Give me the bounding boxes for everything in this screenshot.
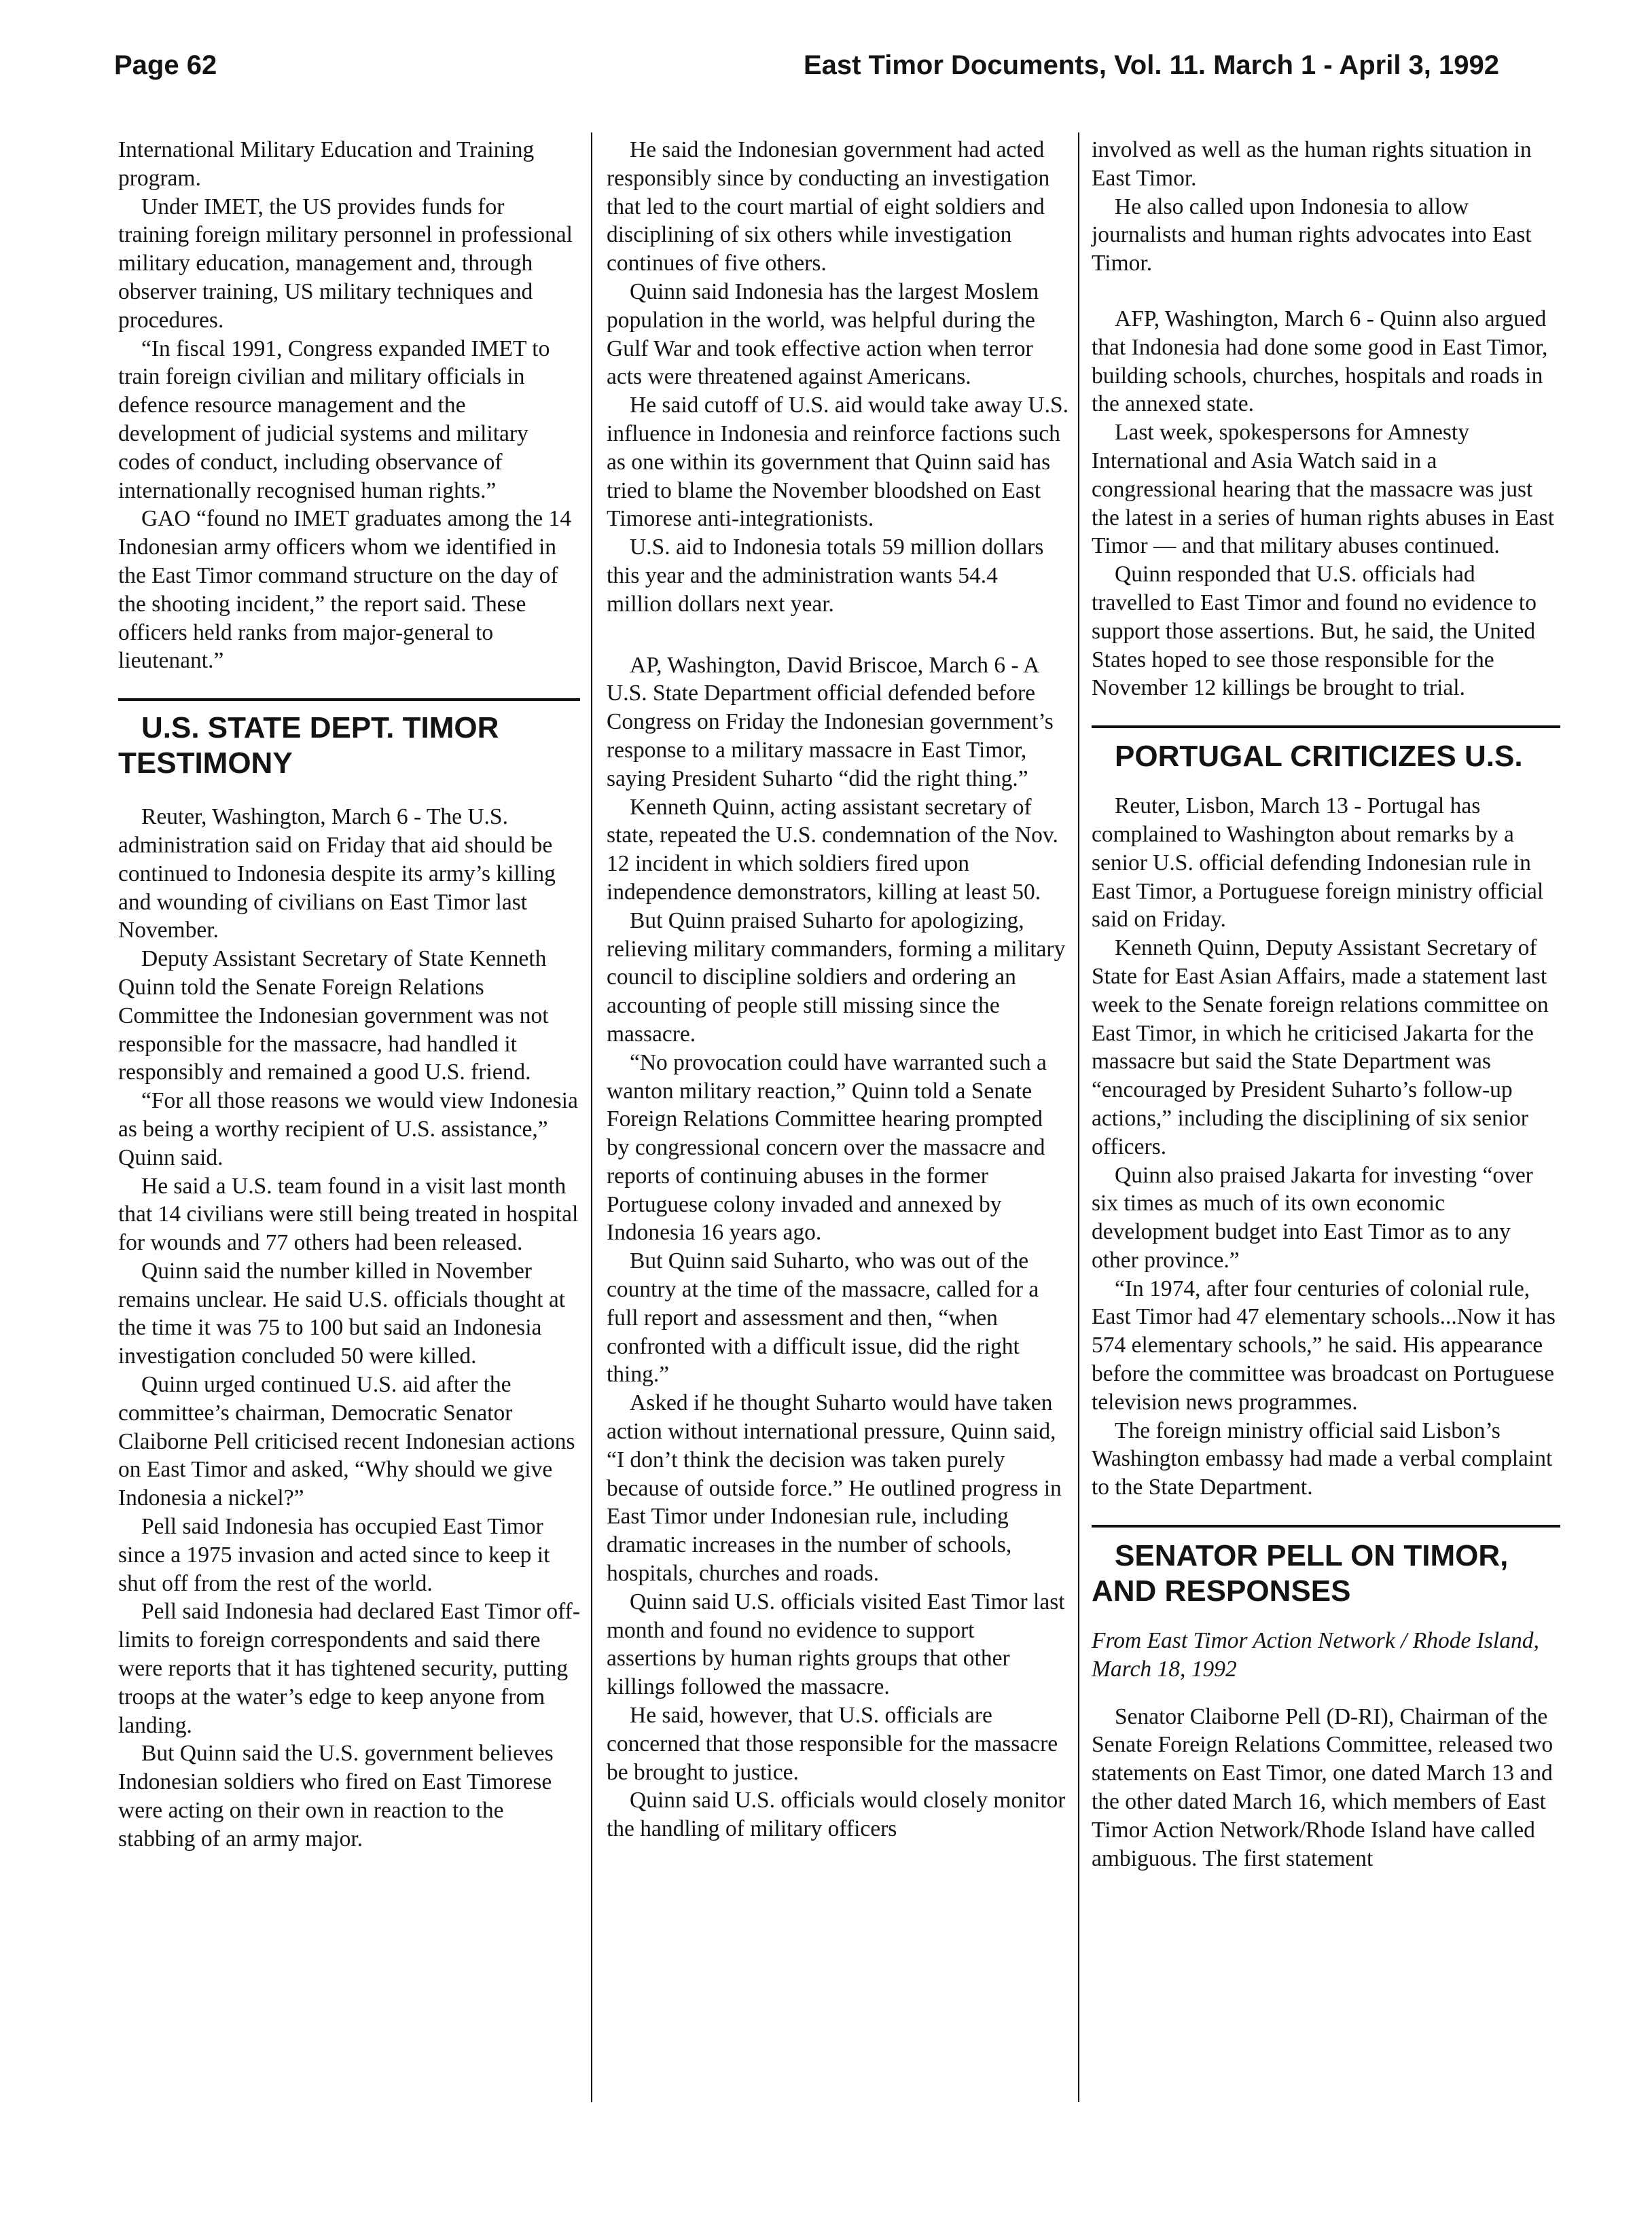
column-3 bbox=[1092, 136, 1560, 1873]
paragraph: Kenneth Quinn, acting assistant secretary of state, repeated the U.S. condemnation of the Nov. 12 incident in which soldiers fired upon independence demonstrators, killing at least 50. bbox=[607, 794, 1058, 905]
paragraph: He said a U.S. team found in a visit last month that 14 civilians were still being treated in hospital for wounds and 77 others had been released. bbox=[118, 1173, 579, 1256]
paragraph: But Quinn praised Suharto for apologizing, relieving military commanders, forming a military council to discipline soldiers and ordering an accounting of people still missing since the massacre. bbox=[607, 907, 1066, 1047]
paragraph: “In 1974, after four centuries of colonial rule, East Timor had 47 elementary schools...Now it has 574 elementary schools,” he said. His appearance before the committee was broadcast on Portuguese television news programmes. bbox=[1092, 1276, 1556, 1415]
paragraph: He also called upon Indonesia to allow journalists and human rights advocates into East Timor. bbox=[1092, 194, 1532, 276]
paragraph: But Quinn said the U.S. government believes Indonesian soldiers who fired on East Timorese were acting on their own in reaction to the stabbing of an army major. bbox=[118, 1741, 554, 1852]
column-1 bbox=[118, 136, 580, 1854]
section-heading-senator-pell: SENATOR PELL ON TIMOR, AND RESPONSES bbox=[1092, 1539, 1509, 1608]
paragraph: Quinn responded that U.S. officials had travelled to East Timor and found no evidence to support those assertions. But, he said, the United States hoped to see those responsible for the November 12 killings be brought to trial. bbox=[1092, 562, 1537, 701]
section-heading-state-dept: U.S. STATE DEPT. TIMOR TESTIMONY bbox=[118, 711, 499, 780]
paragraph: Reuter, Washington, March 6 - The U.S. administration said on Friday that aid should be continued to Indonesia despite its army’s killing and wounding of civilians on East Timor last November. bbox=[118, 804, 556, 943]
paragraph: “For all those reasons we would view Indonesia as being a worthy recipient of U.S. assistance,” Quinn said. bbox=[118, 1088, 578, 1170]
paragraph: He said, however, that U.S. officials are concerned that those responsible for the massacre be brought to justice. bbox=[607, 1703, 1058, 1785]
paragraph: The foreign ministry official said Lisbon’s Washington embassy had made a verbal complaint to the State Department. bbox=[1092, 1418, 1553, 1500]
paragraph: Quinn said the number killed in November remains unclear. He said U.S. officials thought at the time it was 75 to 100 but said an Indonesia investigation concluded 50 were killed. bbox=[118, 1258, 566, 1369]
paragraph: Pell said Indonesia has occupied East Timor since a 1975 invasion and acted since to keep it shut off from the rest of the world. bbox=[118, 1514, 550, 1596]
paragraph: Quinn urged continued U.S. aid after the committee’s chairman, Democratic Senator Claiborne Pell criticised recent Indonesian actions on East Timor and asked, “Why should we give Indonesia a nickel?” bbox=[118, 1372, 575, 1511]
paragraph: AFP, Washington, March 6 - Quinn also argued that Indonesia had done some good in East Timor, building schools, churches, hospitals and roads in the annexed state. bbox=[1092, 306, 1548, 417]
paragraph: “In fiscal 1991, Congress expanded IMET to train foreign civilian and military officials in defence resource management and the development of judicial systems and military codes of conduct, including observance of internationally recognised human rights.” bbox=[118, 336, 550, 503]
paragraph: Senator Claiborne Pell (D-RI), Chairman of the Senate Foreign Relations Committee, released two statements on East Timor, one dated March 13 and the other dated March 16, which members of East Timor Action Network/Rhode Island have called ambiguous. The first statement bbox=[1092, 1703, 1554, 1871]
running-header: East Timor Documents, Vol. 11. March 1 - April 3, 1992 bbox=[803, 50, 1499, 80]
paragraph: International Military Education and Training program. bbox=[118, 137, 535, 191]
page-number: Page 62 bbox=[114, 50, 217, 80]
paragraph: GAO “found no IMET graduates among the 14 Indonesian army officers whom we identified in the East Timor command structure on the day of the shooting incident,” the report said. These officers held ranks from major-general to lieutenant.” bbox=[118, 506, 571, 674]
paragraph: Quinn also praised Jakarta for investing “over six times as much of its own economic development budget into East Timor as to any other province.” bbox=[1092, 1162, 1533, 1273]
paragraph: Under IMET, the US provides funds for training foreign military personnel in professional military education, management and, through observer training, US military techniques and procedures. bbox=[118, 194, 573, 333]
paragraph: involved as well as the human rights situation in East Timor. bbox=[1092, 137, 1532, 191]
paragraph: Reuter, Lisbon, March 13 - Portugal has complained to Washington about remarks by a senior U.S. official defending Indonesian rule in East Timor, a Portuguese foreign ministry official said on Friday. bbox=[1092, 793, 1544, 933]
paragraph: Last week, spokespersons for Amnesty International and Asia Watch said in a congressional hearing that the massacre was just the latest in a series of human rights abuses in East Timor — and that military abuses continued. bbox=[1092, 420, 1555, 559]
paragraph: AP, Washington, David Briscoe, March 6 - A U.S. State Department official defended before Congress on Friday the Indonesian government’s response to a military massacre in East Timor, saying President Suharto “did the right thing.” bbox=[607, 652, 1054, 791]
source-credit: From East Timor Action Network / Rhode Island, March 18, 1992 bbox=[1092, 1628, 1539, 1682]
paragraph: Asked if he thought Suharto would have taken action without international pressure, Quinn said, “I don’t think the decision was taken purely because of outside force.” He outlined progress in East Timor under Indonesian rule, including dramatic increases in the number of schools, hospitals, churches and roads. bbox=[607, 1390, 1062, 1587]
paragraph: U.S. aid to Indonesia totals 59 million dollars this year and the administration wants 54.4 million dollars next year. bbox=[607, 535, 1044, 617]
column-2 bbox=[607, 136, 1069, 1843]
paragraph: But Quinn said Suharto, who was out of the country at the time of the massacre, called for a full report and assessment and then, “when confronted with a difficult issue, did the right thing.” bbox=[607, 1248, 1039, 1388]
paragraph: Quinn said U.S. officials would closely monitor the handling of military officers bbox=[607, 1788, 1066, 1842]
column-divider-2 bbox=[1078, 132, 1079, 2102]
paragraph: Pell said Indonesia had declared East Timor off-limits to foreign correspondents and said there were reports that it has tightened security, putting troops at the water’s edge to keep anyone from landing. bbox=[118, 1599, 580, 1738]
paragraph: Deputy Assistant Secretary of State Kenneth Quinn told the Senate Foreign Relations Committee the Indonesian government was not responsible for the massacre, had handled it responsibly and remained a good U.S. friend. bbox=[118, 946, 549, 1085]
paragraph: He said cutoff of U.S. aid would take away U.S. influence in Indonesia and reinforce factions such as one within its government that Quinn said has tried to blame the November bloodshed on East Timorese anti-integrationists. bbox=[607, 393, 1069, 532]
paragraph: Kenneth Quinn, Deputy Assistant Secretary of State for East Asian Affairs, made a statement last week to the Senate foreign relations committee on East Timor, in which he criticised Jakarta for the massacre but said the State Department was “encouraged by President Suharto’s follow-up actions,” including the disciplining of six senior officers. bbox=[1092, 935, 1549, 1159]
paragraph: Quinn said Indonesia has the largest Moslem population in the world, was helpful during the Gulf War and took effective action when terror acts were threatened against Americans. bbox=[607, 278, 1039, 390]
paragraph: Quinn said U.S. officials visited East Timor last month and found no evidence to support assertions by human rights groups that other killings followed the massacre. bbox=[607, 1589, 1065, 1700]
paragraph: He said the Indonesian government had acted responsibly since by conducting an investigation that led to the court martial of eight soldiers and disciplining of six others while investigation continues of five others. bbox=[607, 137, 1050, 276]
section-heading-portugal: PORTUGAL CRITICIZES U.S. bbox=[1115, 740, 1523, 774]
column-divider-1 bbox=[591, 132, 592, 2102]
paragraph: “No provocation could have warranted such a wanton military reaction,” Quinn told a Senate Foreign Relations Committee hearing prompted by congressional concern over the massacre and reports of continuing abuses in the former Portuguese colony invaded and annexed by Indonesia 16 years ago. bbox=[607, 1049, 1047, 1246]
